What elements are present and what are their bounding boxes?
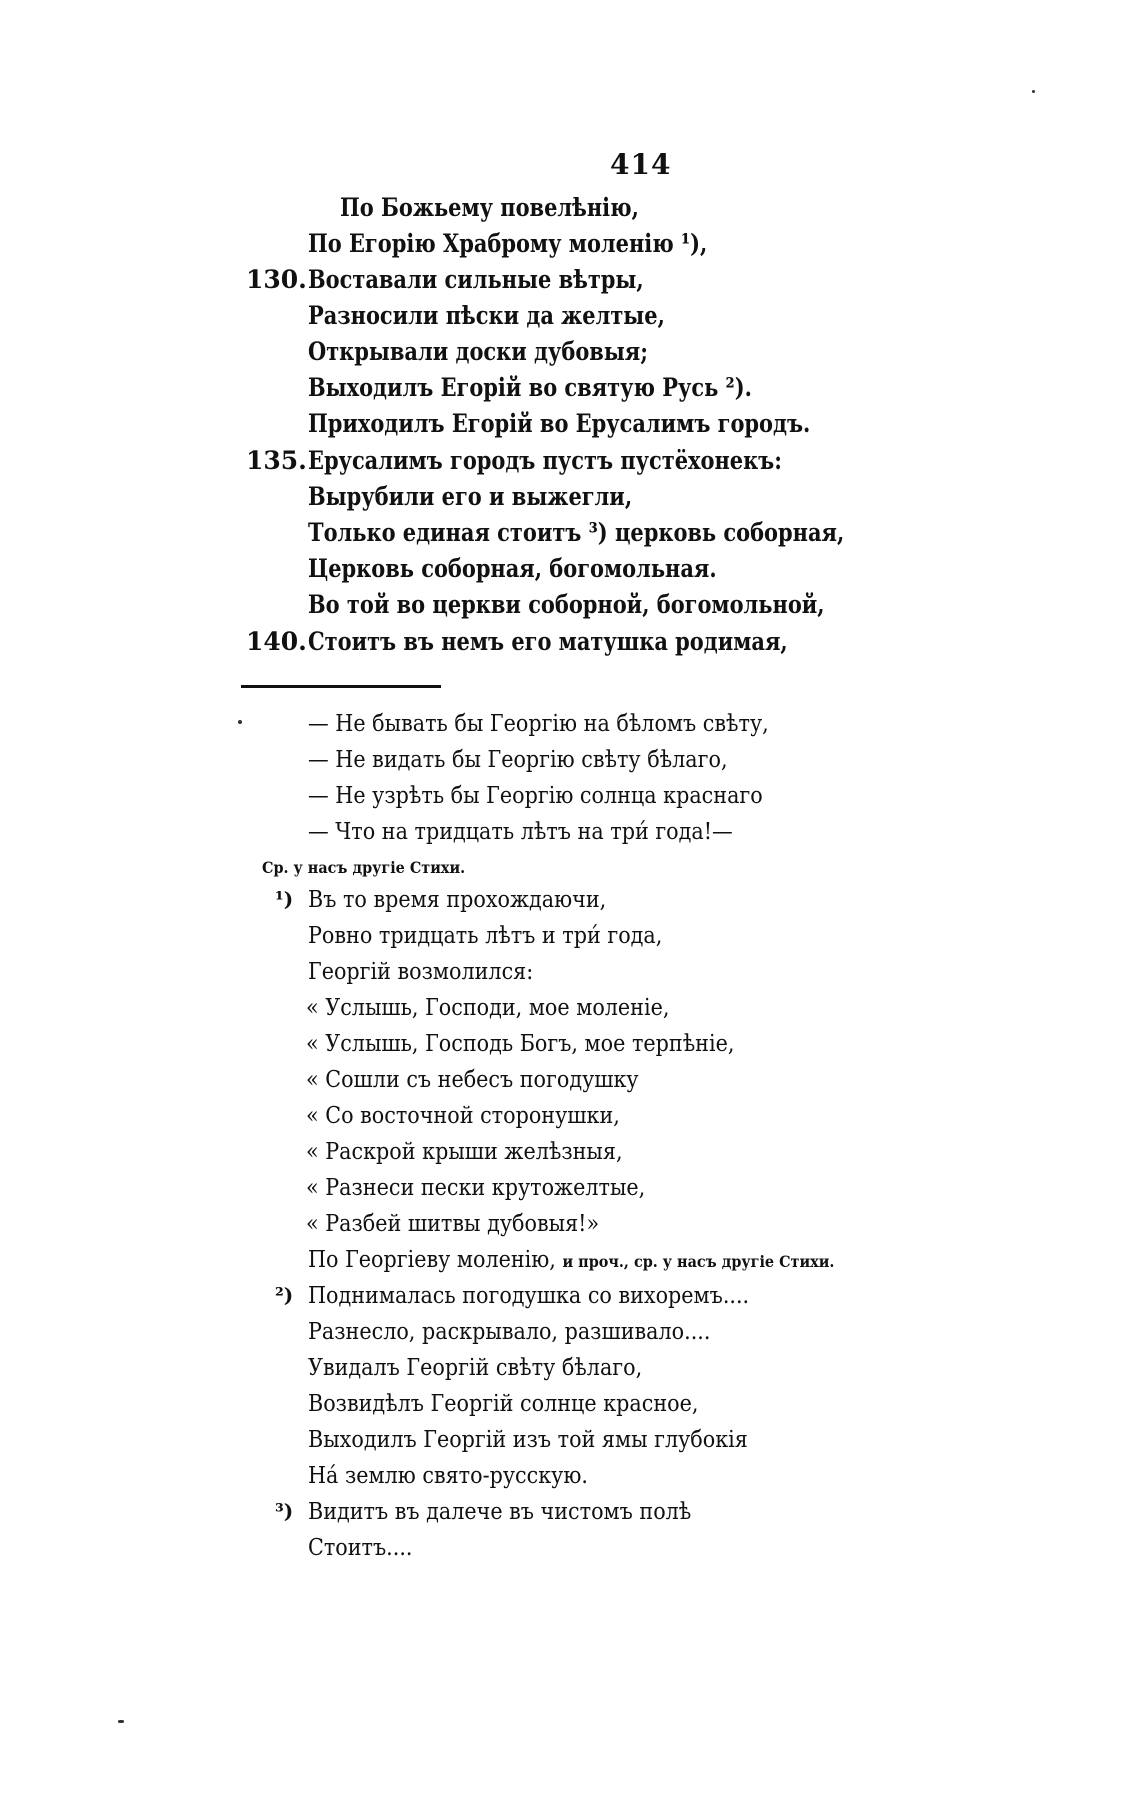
footnote-marker-2: ²) <box>275 1283 294 1307</box>
verse-line: Открывали доски дубовыя; <box>308 337 648 366</box>
footnote-marker-1: ¹) <box>275 887 294 911</box>
footnote-line: Выходилъ Георгій изъ той ямы глубокія <box>308 1427 748 1453</box>
footnote-line: « Разнеси пески крутожелтые, <box>306 1175 646 1201</box>
note-dash-line: — Не видать бы Георгію свѣту бѣлаго, <box>308 747 728 773</box>
verse-number: 130. <box>246 265 307 294</box>
footnote-line: Разнесло, раскрывало, разшивало.... <box>308 1319 711 1345</box>
footnote-line <box>308 1247 834 1273</box>
verse-line: Выходилъ Егорій во святую Русь ²). <box>308 373 752 402</box>
verse-line: Воставали сильные вѣтры, <box>308 265 644 294</box>
footnote-line: Поднималась погодушка со вихоремъ.... <box>308 1283 750 1309</box>
footnote-line: « Разбей шитвы дубовыя!» <box>306 1211 600 1237</box>
footnote-line: « Услышь, Господь Богъ, мое терпѣніе, <box>306 1031 735 1057</box>
footnote-line: Ровно тридцать лѣтъ и три́ года, <box>308 923 663 949</box>
footnote-line: Увидалъ Георгій свѣту бѣлаго, <box>308 1355 643 1381</box>
page-number: 414 <box>610 148 672 181</box>
footnote-line: « Раскрой крыши желѣзныя, <box>306 1139 623 1165</box>
verse-line: Приходилъ Егорій во Ерусалимъ городъ. <box>308 409 811 438</box>
cross-reference: и проч., ср. у насъ другіе Стихи. <box>562 1252 835 1271</box>
note-dash-line: — Не узрѣть бы Георгію солнца краснаго <box>308 783 763 809</box>
verse-line: Ерусалимъ городъ пустъ пустёхонекъ: <box>308 446 782 475</box>
footnote-line: Видитъ въ далече въ чистомъ полѣ <box>308 1499 692 1525</box>
verse-number: 140. <box>246 627 307 656</box>
print-speck <box>238 720 242 724</box>
verse-line: Вырубили его и выжегли, <box>308 482 633 511</box>
verse-line: Только единая стоитъ ³) церковь соборная, <box>308 518 845 547</box>
verse-line: Во той во церкви соборной, богомольной, <box>308 590 825 619</box>
verse-line: Стоитъ въ немъ его матушка родимая, <box>308 627 788 656</box>
cross-reference: Ср. у насъ другіе Стихи. <box>262 858 466 877</box>
verse-line: Церковь соборная, богомольная. <box>308 554 717 583</box>
note-dash-line: — Что на тридцать лѣтъ на три́ года!— <box>308 819 733 845</box>
footnote-line: Нá землю свято-русскую. <box>308 1463 588 1489</box>
note-dash-line: — Не бывать бы Георгію на бѣломъ свѣту, <box>308 711 769 737</box>
footnote-tail: По Георгіеву моленію, <box>308 1247 556 1273</box>
footnote-line: « Сошли съ небесъ погодушку <box>306 1067 639 1093</box>
verse-line: По Божьему повелѣнію, <box>340 193 639 222</box>
footnote-line: Въ то время прохождаючи, <box>308 887 607 913</box>
footnote-line: « Услышь, Господи, мое моленіе, <box>306 995 670 1021</box>
print-speck <box>118 1720 124 1723</box>
verse-line: По Егорію Храброму моленію ¹), <box>308 229 708 258</box>
print-speck <box>1032 90 1035 93</box>
footnote-line: Стоитъ.... <box>308 1535 413 1561</box>
verse-number: 135. <box>246 446 307 475</box>
footnote-line: Возвидѣлъ Георгій солнце красное, <box>308 1391 699 1417</box>
footnote-line: « Со восточной сторонушки, <box>306 1103 620 1129</box>
verse-line: Разносили пѣски да желтые, <box>308 301 665 330</box>
footnote-divider <box>241 685 441 688</box>
footnote-marker-3: ³) <box>275 1499 294 1523</box>
footnote-line: Георгій возмолился: <box>308 959 534 985</box>
